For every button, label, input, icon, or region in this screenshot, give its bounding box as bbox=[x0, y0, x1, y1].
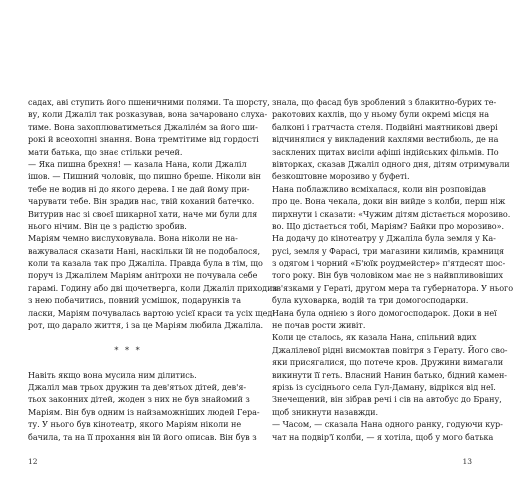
text-line: чат на подвір'ї колби, — я хотіла, щоб у мого батька bbox=[272, 431, 494, 442]
text-line: во. Що дістається тобі, Маріям? Байки про морозиво». bbox=[272, 220, 505, 231]
text-line: з нею побачитись, повний усмішок, подарунків та bbox=[28, 295, 241, 306]
text-line: поруч із Джалілем Маріям анітрохи не почувала себе bbox=[28, 270, 258, 281]
left-page bbox=[28, 0, 277, 500]
text-line: На додачу до кінотеатру у Джаліла була земля у Ка- bbox=[272, 233, 496, 244]
text-line: Нана була однією з його домогосподарок. Доки в неї bbox=[272, 307, 497, 318]
text-line: Коли це сталось, як казала Нана, спільний вдих bbox=[272, 332, 477, 343]
text-line: коли та казала так про Джаліла. Правда була в тім, що bbox=[28, 258, 263, 269]
text-line: яки присягалися, що потече кров. Дружини вимагали bbox=[272, 357, 504, 368]
text-line: того року. Він був чоловіком має не з найвпливовіших bbox=[272, 270, 504, 281]
text-line: ву, коли Джаліл так розказував, вона зачаровано слуха- bbox=[28, 109, 268, 120]
text-line: чарувати тебе. Він зрадив нас, твій коханий батечко. bbox=[28, 196, 255, 207]
text-line: Навіть якщо вона мусила ним ділитись. bbox=[28, 369, 197, 380]
text-line: — Яка пишна брехня! — казала Нана, коли Джаліл bbox=[28, 158, 247, 169]
text-line: ішов. — Пишний чоловік, що пишно бреше. Ніколи він bbox=[28, 171, 261, 182]
text-line: ярізь із сусіднього села Гул-Даману, відрікся від неї. bbox=[272, 381, 496, 392]
text-line bbox=[28, 356, 228, 368]
text-line: Маріям чемно вислуховувала. Вона ніколи не на- bbox=[28, 233, 238, 244]
text-line: Джаліл мав трьох дружин та дев'ятьох дітей, дев'я- bbox=[28, 381, 247, 392]
text-line: засклених щитах висіли афіші індійських фільмів. По bbox=[272, 146, 499, 157]
text-line: пирхнути і сказати: «Чужим дітям дістається морозиво. bbox=[272, 208, 511, 219]
text-line: рот, що дарало життя, і за це Маріям любила Джаліла. bbox=[28, 320, 264, 331]
text-line: Знечещений, він зібрав речі і сів на автобус до Брану, bbox=[272, 394, 502, 405]
text-line: важувалася сказати Нані, наскільки їй не подобалося, bbox=[28, 245, 261, 256]
text-line: ракотових кахлів, що у ньому були окремі місця на bbox=[272, 109, 490, 120]
text-line: Маріям. Він був одним із найзаможніших людей Гера- bbox=[28, 406, 260, 417]
text-line: з одягом і чорний «Б'юїк роудмейстер» п'ятдесят шос- bbox=[272, 258, 506, 269]
text-line: тиме. Вона захоплюватиметься Джаліле́м за його ши- bbox=[28, 121, 258, 132]
text-line: не почав рости живіт. bbox=[272, 320, 366, 331]
text-line: викинути її геть. Власний Нанин батько, бідний камен- bbox=[272, 369, 507, 380]
section-break: * * * bbox=[114, 344, 142, 355]
text-line: ласки, Маріям почувалась вартою усієї краси та усіх щед- bbox=[28, 307, 276, 318]
text-line: про це. Вона чекала, доки він вийде з колби, перш ніж bbox=[272, 196, 506, 207]
text-line: садах, аві ступить його пшеничними полями. Та шорсту, bbox=[28, 97, 270, 107]
text-line: русі, земля у Фарасі, три магазини килимів, крамниця bbox=[272, 245, 505, 256]
text-line: рокі й всеохопні знання. Вона тремтітиме від гордості bbox=[28, 134, 259, 145]
text-line: відчинялися у викладений кахлями вестибюль, де на bbox=[272, 134, 499, 145]
text-line: щоб зникнути назавжди. bbox=[272, 406, 379, 417]
left-page-number: 12 bbox=[28, 457, 38, 466]
text-line: безкоштовне морозиво у буфеті. bbox=[272, 171, 410, 182]
text-line: тьох законних дітей, жоден з них не був знайомий з bbox=[28, 394, 250, 405]
text-line: була куховарка, водій та три домогосподарки. bbox=[272, 295, 469, 306]
text-line: мати батька, що знає стільки речей. bbox=[28, 146, 183, 157]
text-line: бачила, та на її прохання він їй його описав. Він був з bbox=[28, 431, 257, 442]
text-line: ту. У нього був кінотеатр, якого Маріям ніколи не bbox=[28, 419, 242, 430]
text-line: Витурив нас зі своєї шикарної хати, наче ми були для bbox=[28, 208, 258, 219]
text-line: — Часом, — сказала Нана одного ранку, годуючи кур- bbox=[272, 419, 503, 430]
right-page-text bbox=[272, 96, 513, 443]
right-page bbox=[272, 0, 513, 500]
text-line: вівторках, сказав Джаліл одного дня, дітям отримували bbox=[272, 158, 510, 169]
left-page-text bbox=[28, 96, 277, 443]
right-page-number: 13 bbox=[462, 457, 472, 466]
text-line: балконі і гратчаста стеля. Подвійні маятникові двері bbox=[272, 121, 498, 132]
text-line: гарамі. Годину або дві щочетверга, коли Джаліл приходив bbox=[28, 282, 277, 293]
text-line: зв'язками у Гераті, другом мера та губернатора. У нього bbox=[272, 282, 513, 293]
text-line: Джалілевої рідні висмоктав повітря з Герату. Його сво- bbox=[272, 344, 508, 355]
text-line: тебе не водив ні до якого дерева. І не дай йому при- bbox=[28, 183, 250, 194]
text-line: Нана поблажливо всміхалася, коли він розповідав bbox=[272, 183, 486, 194]
text-line: нього нічим. Він це з радістю зробив. bbox=[28, 220, 187, 231]
text-line bbox=[28, 331, 228, 343]
text-line: знала, що фасад був зроблений з блакитно-бурих те- bbox=[272, 97, 497, 107]
